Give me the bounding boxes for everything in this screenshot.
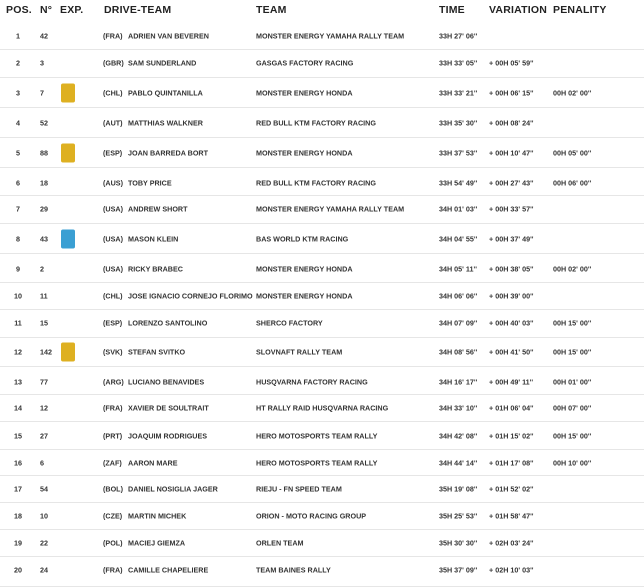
row-variation: + 02H 03' 24'' <box>489 538 534 548</box>
table-row <box>0 138 644 168</box>
row-penality: 00H 15' 00'' <box>553 347 592 357</box>
row-variation: + 00H 06' 15'' <box>489 88 534 98</box>
row-team: MONSTER ENERGY HONDA <box>256 264 353 274</box>
row-penality: 00H 15' 00'' <box>553 318 592 328</box>
row-driver: LORENZO SANTOLINO <box>128 318 208 328</box>
row-nationality: (CHL) <box>103 88 123 98</box>
row-pos: 20 <box>14 565 22 575</box>
experience-badge <box>61 343 75 362</box>
table-row <box>0 224 644 254</box>
row-pos: 18 <box>14 511 22 521</box>
table-row <box>0 422 644 450</box>
row-variation: + 00H 49' 11'' <box>489 377 534 387</box>
table-row <box>0 338 644 367</box>
table-row <box>0 22 644 50</box>
row-pos: 1 <box>16 31 20 41</box>
row-time: 34H 16' 17'' <box>439 377 478 387</box>
row-pos: 6 <box>16 178 20 188</box>
row-variation: + 00H 05' 59'' <box>489 58 534 68</box>
row-num: 22 <box>40 538 48 548</box>
header-variation: VARIATION <box>489 4 547 16</box>
row-pos: 7 <box>16 204 20 214</box>
experience-badge <box>61 144 75 163</box>
row-driver: JOAQUIM RODRIGUES <box>128 431 208 441</box>
row-team: HERO MOTOSPORTS TEAM RALLY <box>256 431 378 441</box>
row-team: BAS WORLD KTM RACING <box>256 234 349 244</box>
row-team: MONSTER ENERGY HONDA <box>256 291 353 301</box>
row-pos: 3 <box>16 88 20 98</box>
row-time: 35H 30' 30'' <box>439 538 478 548</box>
row-team: HUSQVARNA FACTORY RACING <box>256 377 368 387</box>
row-variation: + 00H 08' 24'' <box>489 118 534 128</box>
row-num: 10 <box>40 511 48 521</box>
row-pos: 2 <box>16 58 20 68</box>
row-driver: DANIEL NOSIGLIA JAGER <box>128 484 218 494</box>
row-num: 6 <box>40 458 44 468</box>
row-time: 34H 04' 55'' <box>439 234 478 244</box>
row-variation: + 01H 52' 02'' <box>489 484 534 494</box>
row-team: MONSTER ENERGY HONDA <box>256 148 353 158</box>
row-time: 35H 25' 53'' <box>439 511 478 521</box>
row-variation: + 01H 17' 08'' <box>489 458 534 468</box>
row-penality: 00H 15' 00'' <box>553 431 592 441</box>
row-pos: 13 <box>14 377 22 387</box>
row-num: 3 <box>40 58 44 68</box>
row-num: 24 <box>40 565 48 575</box>
row-driver: ANDREW SHORT <box>128 204 188 214</box>
row-variation: + 02H 10' 03'' <box>489 565 534 575</box>
row-penality: 00H 07' 00'' <box>553 403 592 413</box>
row-time: 34H 44' 14'' <box>439 458 478 468</box>
row-nationality: (ZAF) <box>103 458 122 468</box>
row-team: RED BULL KTM FACTORY RACING <box>256 118 376 128</box>
row-pos: 17 <box>14 484 22 494</box>
table-row <box>0 50 644 78</box>
table-row <box>0 310 644 338</box>
row-pos: 10 <box>14 291 22 301</box>
table-row <box>0 367 644 395</box>
row-num: 43 <box>40 234 48 244</box>
row-nationality: (ESP) <box>103 148 123 158</box>
row-penality: 00H 10' 00'' <box>553 458 592 468</box>
row-nationality: (ESP) <box>103 318 123 328</box>
row-nationality: (USA) <box>103 264 123 274</box>
row-pos: 19 <box>14 538 22 548</box>
row-num: 29 <box>40 204 48 214</box>
row-nationality: (CZE) <box>103 511 123 521</box>
row-team: MONSTER ENERGY HONDA <box>256 88 353 98</box>
table-row <box>0 503 644 530</box>
row-num: 2 <box>40 264 44 274</box>
row-pos: 8 <box>16 234 20 244</box>
row-time: 33H 35' 30'' <box>439 118 478 128</box>
row-team: HT RALLY RAID HUSQVARNA RACING <box>256 403 389 413</box>
row-driver: MACIEJ GIEMZA <box>128 538 186 548</box>
table-row <box>0 196 644 224</box>
experience-badge <box>61 230 75 249</box>
table-row <box>0 450 644 476</box>
row-nationality: (USA) <box>103 204 123 214</box>
row-num: 12 <box>40 403 48 413</box>
row-team: MONSTER ENERGY YAMAHA RALLY TEAM <box>256 31 405 41</box>
row-penality: 00H 02' 00'' <box>553 88 592 98</box>
row-nationality: (FRA) <box>103 31 123 41</box>
row-time: 34H 01' 03'' <box>439 204 478 214</box>
row-variation: + 00H 38' 05'' <box>489 264 534 274</box>
row-variation: + 00H 40' 03'' <box>489 318 534 328</box>
row-penality: 00H 01' 00'' <box>553 377 592 387</box>
row-driver: AARON MARE <box>128 458 178 468</box>
row-pos: 5 <box>16 148 20 158</box>
header-num: N° <box>40 4 53 16</box>
row-team: GASGAS FACTORY RACING <box>256 58 354 68</box>
row-driver: JOSE IGNACIO CORNEJO FLORIMO <box>128 291 253 301</box>
row-driver: RICKY BRABEC <box>128 264 183 274</box>
row-nationality: (POL) <box>103 538 123 548</box>
row-penality: 00H 02' 00'' <box>553 264 592 274</box>
row-team: MONSTER ENERGY YAMAHA RALLY TEAM <box>256 204 405 214</box>
row-variation: + 00H 39' 00'' <box>489 291 534 301</box>
row-num: 142 <box>40 347 52 357</box>
header-team: TEAM <box>256 4 287 16</box>
row-nationality: (AUS) <box>103 178 123 188</box>
row-time: 33H 27' 06'' <box>439 31 478 41</box>
row-pos: 12 <box>14 347 22 357</box>
row-nationality: (PRT) <box>103 431 123 441</box>
row-pos: 9 <box>16 264 20 274</box>
row-nationality: (ARG) <box>103 377 124 387</box>
header-time: TIME <box>439 4 465 16</box>
row-nationality: (AUT) <box>103 118 123 128</box>
row-nationality: (SVK) <box>103 347 123 357</box>
row-driver: ADRIEN VAN BEVEREN <box>128 31 209 41</box>
row-driver: SAM SUNDERLAND <box>128 58 197 68</box>
row-team: HERO MOTOSPORTS TEAM RALLY <box>256 458 378 468</box>
row-driver: PABLO QUINTANILLA <box>128 88 203 98</box>
row-time: 33H 33' 05'' <box>439 58 478 68</box>
row-pos: 4 <box>16 118 20 128</box>
row-variation: + 00H 41' 50'' <box>489 347 534 357</box>
row-driver: CAMILLE CHAPELIERE <box>128 565 209 575</box>
row-num: 54 <box>40 484 48 494</box>
row-time: 34H 07' 09'' <box>439 318 478 328</box>
row-pos: 11 <box>14 318 22 328</box>
table-row <box>0 476 644 503</box>
row-team: RED BULL KTM FACTORY RACING <box>256 178 376 188</box>
row-num: 42 <box>40 31 48 41</box>
table-row <box>0 254 644 283</box>
row-time: 34H 06' 06'' <box>439 291 478 301</box>
row-time: 33H 37' 53'' <box>439 148 478 158</box>
table-row <box>0 283 644 310</box>
row-num: 27 <box>40 431 48 441</box>
row-team: RIEJU - FN SPEED TEAM <box>256 484 342 494</box>
row-time: 35H 19' 08'' <box>439 484 478 494</box>
row-driver: JOAN BARREDA BORT <box>128 148 208 158</box>
row-penality: 00H 05' 00'' <box>553 148 592 158</box>
row-driver: XAVIER DE SOULTRAIT <box>128 403 209 413</box>
row-num: 15 <box>40 318 48 328</box>
row-pos: 14 <box>14 403 22 413</box>
row-time: 33H 54' 49'' <box>439 178 478 188</box>
row-variation: + 00H 33' 57'' <box>489 204 534 214</box>
table-row <box>0 557 644 587</box>
row-variation: + 01H 06' 04'' <box>489 403 534 413</box>
table-row <box>0 395 644 422</box>
row-time: 34H 08' 56'' <box>439 347 478 357</box>
row-num: 18 <box>40 178 48 188</box>
table-row <box>0 530 644 557</box>
row-driver: MATTHIAS WALKNER <box>128 118 203 128</box>
row-time: 34H 33' 10'' <box>439 403 478 413</box>
row-nationality: (GBR) <box>103 58 124 68</box>
row-nationality: (FRA) <box>103 565 123 575</box>
header-penality: PENALITY <box>553 4 607 16</box>
row-nationality: (CHL) <box>103 291 123 301</box>
row-driver: LUCIANO BENAVIDES <box>128 377 205 387</box>
row-time: 33H 33' 21'' <box>439 88 478 98</box>
table-row <box>0 108 644 138</box>
row-driver: MASON KLEIN <box>128 234 179 244</box>
row-num: 7 <box>40 88 44 98</box>
row-num: 88 <box>40 148 48 158</box>
header-exp: EXP. <box>60 4 84 16</box>
row-nationality: (USA) <box>103 234 123 244</box>
row-team: SHERCO FACTORY <box>256 318 323 328</box>
row-team: ORION - MOTO RACING GROUP <box>256 511 367 521</box>
row-team: SLOVNAFT RALLY TEAM <box>256 347 343 357</box>
row-nationality: (BOL) <box>103 484 123 494</box>
row-penality: 00H 06' 00'' <box>553 178 592 188</box>
table-row <box>0 78 644 108</box>
row-variation: + 00H 10' 47'' <box>489 148 534 158</box>
row-variation: + 00H 27' 43'' <box>489 178 534 188</box>
row-num: 11 <box>40 291 48 301</box>
row-pos: 16 <box>14 458 22 468</box>
row-num: 52 <box>40 118 48 128</box>
row-pos: 15 <box>14 431 22 441</box>
row-driver: STEFAN SVITKO <box>128 347 186 357</box>
header-pos: POS. <box>6 4 32 16</box>
header-drive-team: DRIVE-TEAM <box>104 4 172 16</box>
table-header <box>0 0 644 22</box>
table-row <box>0 168 644 196</box>
row-variation: + 01H 58' 47'' <box>489 511 534 521</box>
row-team: ORLEN TEAM <box>256 538 304 548</box>
experience-badge <box>61 84 75 103</box>
row-driver: TOBY PRICE <box>128 178 172 188</box>
row-team: TEAM BAINES RALLY <box>256 565 331 575</box>
row-num: 77 <box>40 377 48 387</box>
row-variation: + 01H 15' 02'' <box>489 431 534 441</box>
row-nationality: (FRA) <box>103 403 123 413</box>
row-time: 34H 42' 08'' <box>439 431 478 441</box>
row-time: 35H 37' 09'' <box>439 565 478 575</box>
row-time: 34H 05' 11'' <box>439 264 477 274</box>
row-driver: MARTIN MICHEK <box>128 511 187 521</box>
row-variation: + 00H 37' 49'' <box>489 234 534 244</box>
